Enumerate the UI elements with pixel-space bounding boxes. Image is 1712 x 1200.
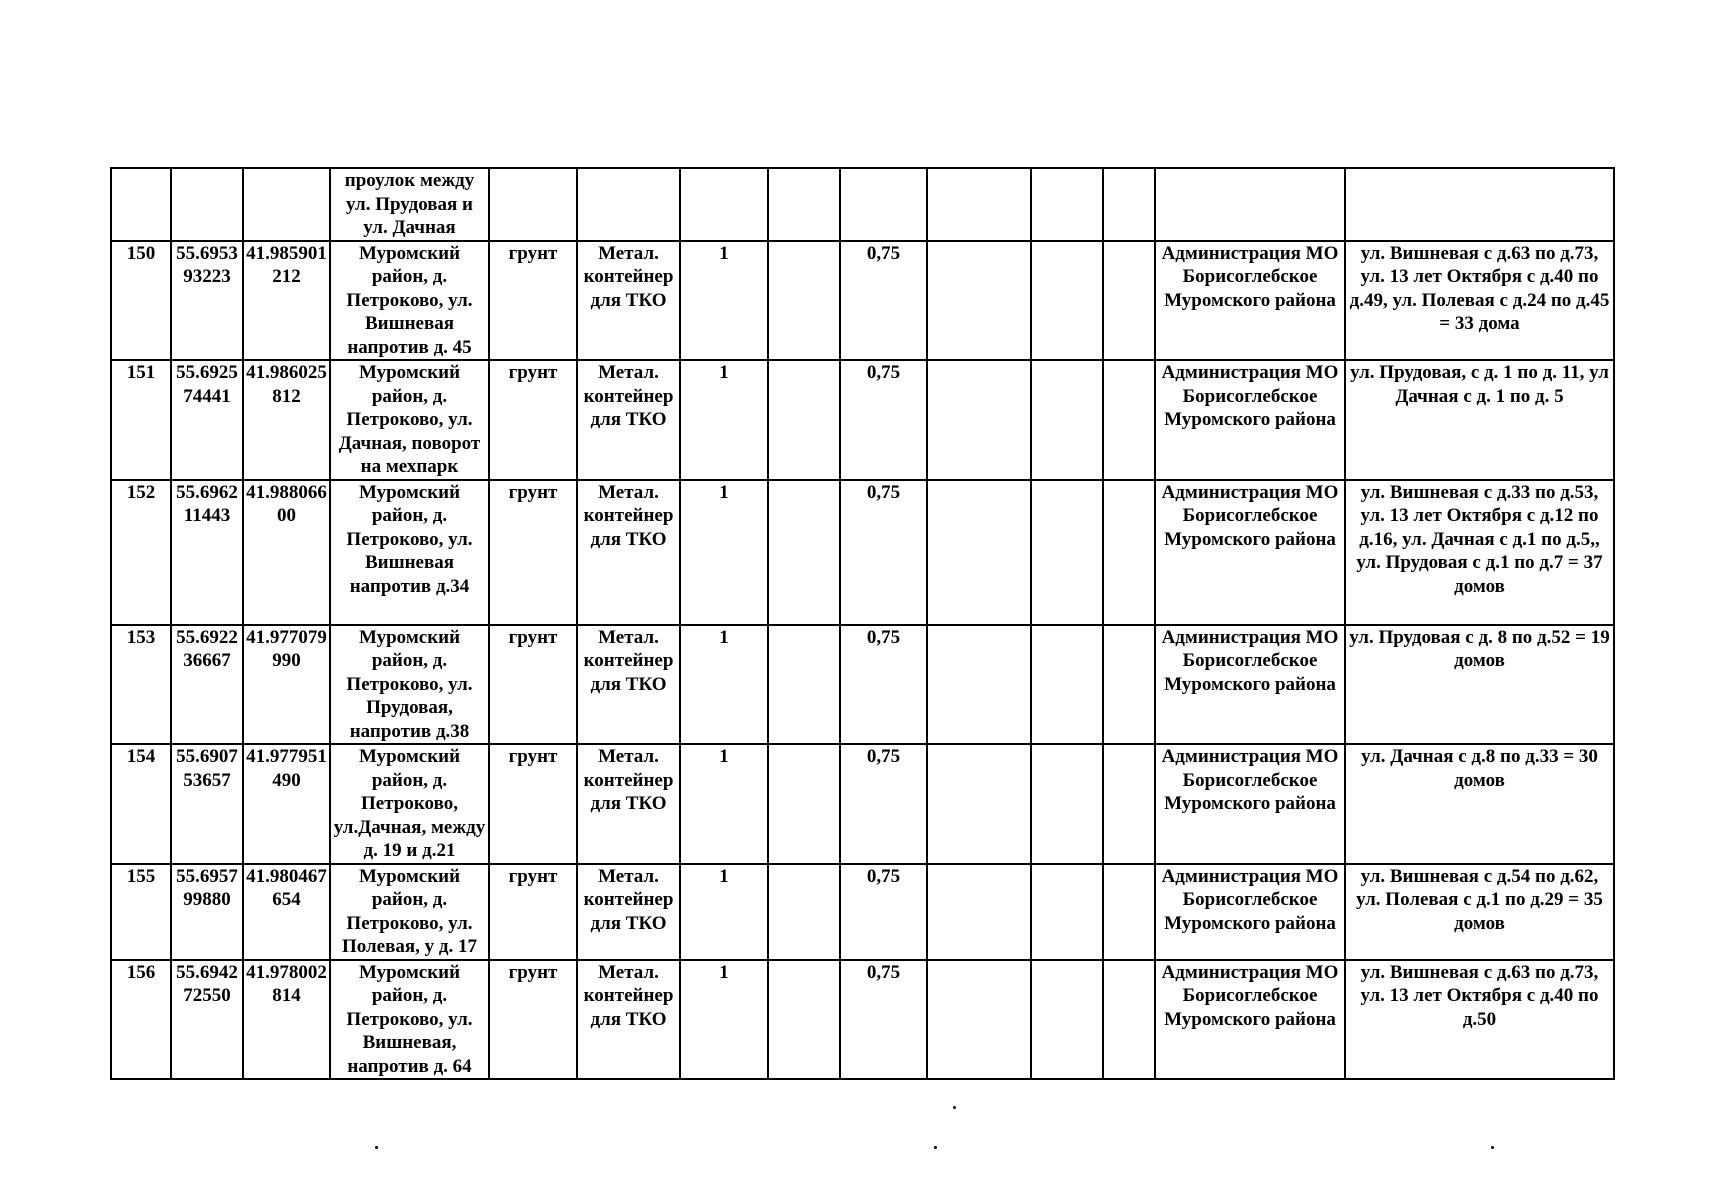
cell-container-type: Метал. контейнер для ТКО [577, 960, 680, 1080]
cell-empty [1103, 241, 1155, 361]
cell-volume: 0,75 [840, 360, 927, 480]
cell-latitude: 55.694272550 [171, 960, 243, 1080]
cell-surface: грунт [489, 241, 577, 361]
cell-container-type: Метал. контейнер для ТКО [577, 864, 680, 960]
cell-address: Муромский район, д. Петроково, ул. Прудовая, напротив д.38 [330, 625, 489, 745]
cell-surface: грунт [489, 744, 577, 864]
cell-address: Муромский район, д. Петроково, ул.Дачная, между д. 19 и д.21 [330, 744, 489, 864]
cell-number: 153 [111, 625, 171, 745]
cell-latitude: 55.692236667 [171, 625, 243, 745]
cell-latitude: 55.695799880 [171, 864, 243, 960]
cell-empty [768, 480, 840, 625]
table-row [111, 360, 1614, 480]
cell-longitude: 41.977079990 [243, 625, 330, 745]
cell-number: 152 [111, 480, 171, 625]
cell-address: проулок между ул. Прудовая и ул. Дачная [330, 168, 489, 241]
table-row [111, 168, 1614, 241]
scan-speck [934, 1146, 937, 1149]
cell-empty [768, 960, 840, 1080]
cell-empty [927, 864, 1031, 960]
cell-latitude: 55.695393223 [171, 241, 243, 361]
cell-container-count [680, 168, 768, 241]
cell-volume: 0,75 [840, 864, 927, 960]
cell-surface: грунт [489, 480, 577, 625]
cell-served-addresses: ул. Прудовая с д. 8 по д.52 = 19 домов [1345, 625, 1614, 745]
cell-container-count: 1 [680, 625, 768, 745]
cell-container-count: 1 [680, 360, 768, 480]
table-row [111, 625, 1614, 745]
cell-surface: грунт [489, 360, 577, 480]
cell-volume: 0,75 [840, 625, 927, 745]
cell-surface: грунт [489, 625, 577, 745]
cell-container-count: 1 [680, 480, 768, 625]
cell-longitude [243, 168, 330, 241]
cell-container-count: 1 [680, 864, 768, 960]
cell-volume: 0,75 [840, 241, 927, 361]
cell-volume: 0,75 [840, 744, 927, 864]
cell-empty [927, 360, 1031, 480]
cell-latitude: 55.692574441 [171, 360, 243, 480]
cell-address: Муромский район, д. Петроково, ул. Дачная, поворот на мехпарк [330, 360, 489, 480]
cell-empty [768, 864, 840, 960]
cell-number: 151 [111, 360, 171, 480]
cell-container-count: 1 [680, 241, 768, 361]
cell-owner: Администрация МО Борисоглебское Муромского района [1155, 241, 1345, 361]
cell-longitude: 41.977951490 [243, 744, 330, 864]
table-row [111, 241, 1614, 361]
cell-empty [1103, 360, 1155, 480]
cell-empty [1031, 625, 1103, 745]
table-row [111, 480, 1614, 625]
cell-address: Муромский район, д. Петроково, ул. Вишневая напротив д. 45 [330, 241, 489, 361]
scan-speck [953, 1106, 956, 1109]
cell-empty [1103, 960, 1155, 1080]
cell-empty [768, 241, 840, 361]
table-row [111, 744, 1614, 864]
cell-owner: Администрация МО Борисоглебское Муромского района [1155, 360, 1345, 480]
cell-empty [927, 168, 1031, 241]
cell-number: 150 [111, 241, 171, 361]
cell-address: Муромский район, д. Петроково, ул. Полевая, у д. 17 [330, 864, 489, 960]
cell-empty [1031, 360, 1103, 480]
cell-number [111, 168, 171, 241]
cell-longitude: 41.978002814 [243, 960, 330, 1080]
cell-served-addresses: ул. Прудовая, с д. 1 по д. 11, ул Дачная с д. 1 по д. 5 [1345, 360, 1614, 480]
cell-empty [1103, 480, 1155, 625]
container-sites-table [110, 167, 1615, 1080]
cell-owner: Администрация МО Борисоглебское Муромского района [1155, 480, 1345, 625]
cell-volume: 0,75 [840, 480, 927, 625]
cell-empty [1103, 864, 1155, 960]
scan-speck [375, 1146, 378, 1149]
cell-owner: Администрация МО Борисоглебское Муромского района [1155, 960, 1345, 1080]
cell-number: 156 [111, 960, 171, 1080]
cell-empty [768, 625, 840, 745]
cell-latitude: 55.696211443 [171, 480, 243, 625]
cell-empty [927, 960, 1031, 1080]
cell-volume: 0,75 [840, 960, 927, 1080]
scan-speck [1491, 1146, 1494, 1149]
cell-owner: Администрация МО Борисоглебское Муромского района [1155, 864, 1345, 960]
cell-served-addresses: ул. Вишневая с д.33 по д.53, ул. 13 лет Октября с д.12 по д.16, ул. Дачная с д.1 по д.5,, ул. Прудовая с д.1 по д.7 = 37 домов [1345, 480, 1614, 625]
cell-longitude: 41.986025812 [243, 360, 330, 480]
cell-empty [768, 168, 840, 241]
cell-container-type [577, 168, 680, 241]
cell-container-count: 1 [680, 744, 768, 864]
cell-owner: Администрация МО Борисоглебское Муромского района [1155, 625, 1345, 745]
cell-container-type: Метал. контейнер для ТКО [577, 625, 680, 745]
cell-owner: Администрация МО Борисоглебское Муромского района [1155, 744, 1345, 864]
cell-owner [1155, 168, 1345, 241]
cell-number: 155 [111, 864, 171, 960]
cell-container-count: 1 [680, 960, 768, 1080]
cell-latitude: 55.690753657 [171, 744, 243, 864]
cell-empty [768, 360, 840, 480]
cell-empty [1031, 480, 1103, 625]
cell-container-type: Метал. контейнер для ТКО [577, 360, 680, 480]
cell-longitude: 41.98806600 [243, 480, 330, 625]
cell-surface [489, 168, 577, 241]
cell-empty [768, 744, 840, 864]
cell-served-addresses: ул. Вишневая с д.63 по д.73, ул. 13 лет Октября с д.40 по д.50 [1345, 960, 1614, 1080]
cell-served-addresses [1345, 168, 1614, 241]
cell-surface: грунт [489, 960, 577, 1080]
cell-container-type: Метал. контейнер для ТКО [577, 480, 680, 625]
cell-empty [1103, 168, 1155, 241]
cell-empty [1103, 744, 1155, 864]
cell-empty [927, 480, 1031, 625]
cell-container-type: Метал. контейнер для ТКО [577, 241, 680, 361]
cell-served-addresses: ул. Дачная с д.8 по д.33 = 30 домов [1345, 744, 1614, 864]
cell-empty [1103, 625, 1155, 745]
cell-empty [1031, 744, 1103, 864]
cell-served-addresses: ул. Вишневая с д.54 по д.62, ул. Полевая с д.1 по д.29 = 35 домов [1345, 864, 1614, 960]
cell-empty [927, 625, 1031, 745]
table-row [111, 864, 1614, 960]
cell-number: 154 [111, 744, 171, 864]
cell-container-type: Метал. контейнер для ТКО [577, 744, 680, 864]
table-row [111, 960, 1614, 1080]
cell-volume [840, 168, 927, 241]
cell-empty [1031, 960, 1103, 1080]
cell-empty [927, 744, 1031, 864]
cell-latitude [171, 168, 243, 241]
cell-longitude: 41.985901212 [243, 241, 330, 361]
cell-empty [927, 241, 1031, 361]
cell-address: Муромский район, д. Петроково, ул. Вишневая напротив д.34 [330, 480, 489, 625]
cell-empty [1031, 168, 1103, 241]
cell-surface: грунт [489, 864, 577, 960]
cell-address: Муромский район, д. Петроково, ул. Вишневая, напротив д. 64 [330, 960, 489, 1080]
cell-empty [1031, 241, 1103, 361]
cell-longitude: 41.980467654 [243, 864, 330, 960]
cell-empty [1031, 864, 1103, 960]
cell-served-addresses: ул. Вишневая с д.63 по д.73, ул. 13 лет Октября с д.40 по д.49, ул. Полевая с д.24 по д.45 = 33 дома [1345, 241, 1614, 361]
